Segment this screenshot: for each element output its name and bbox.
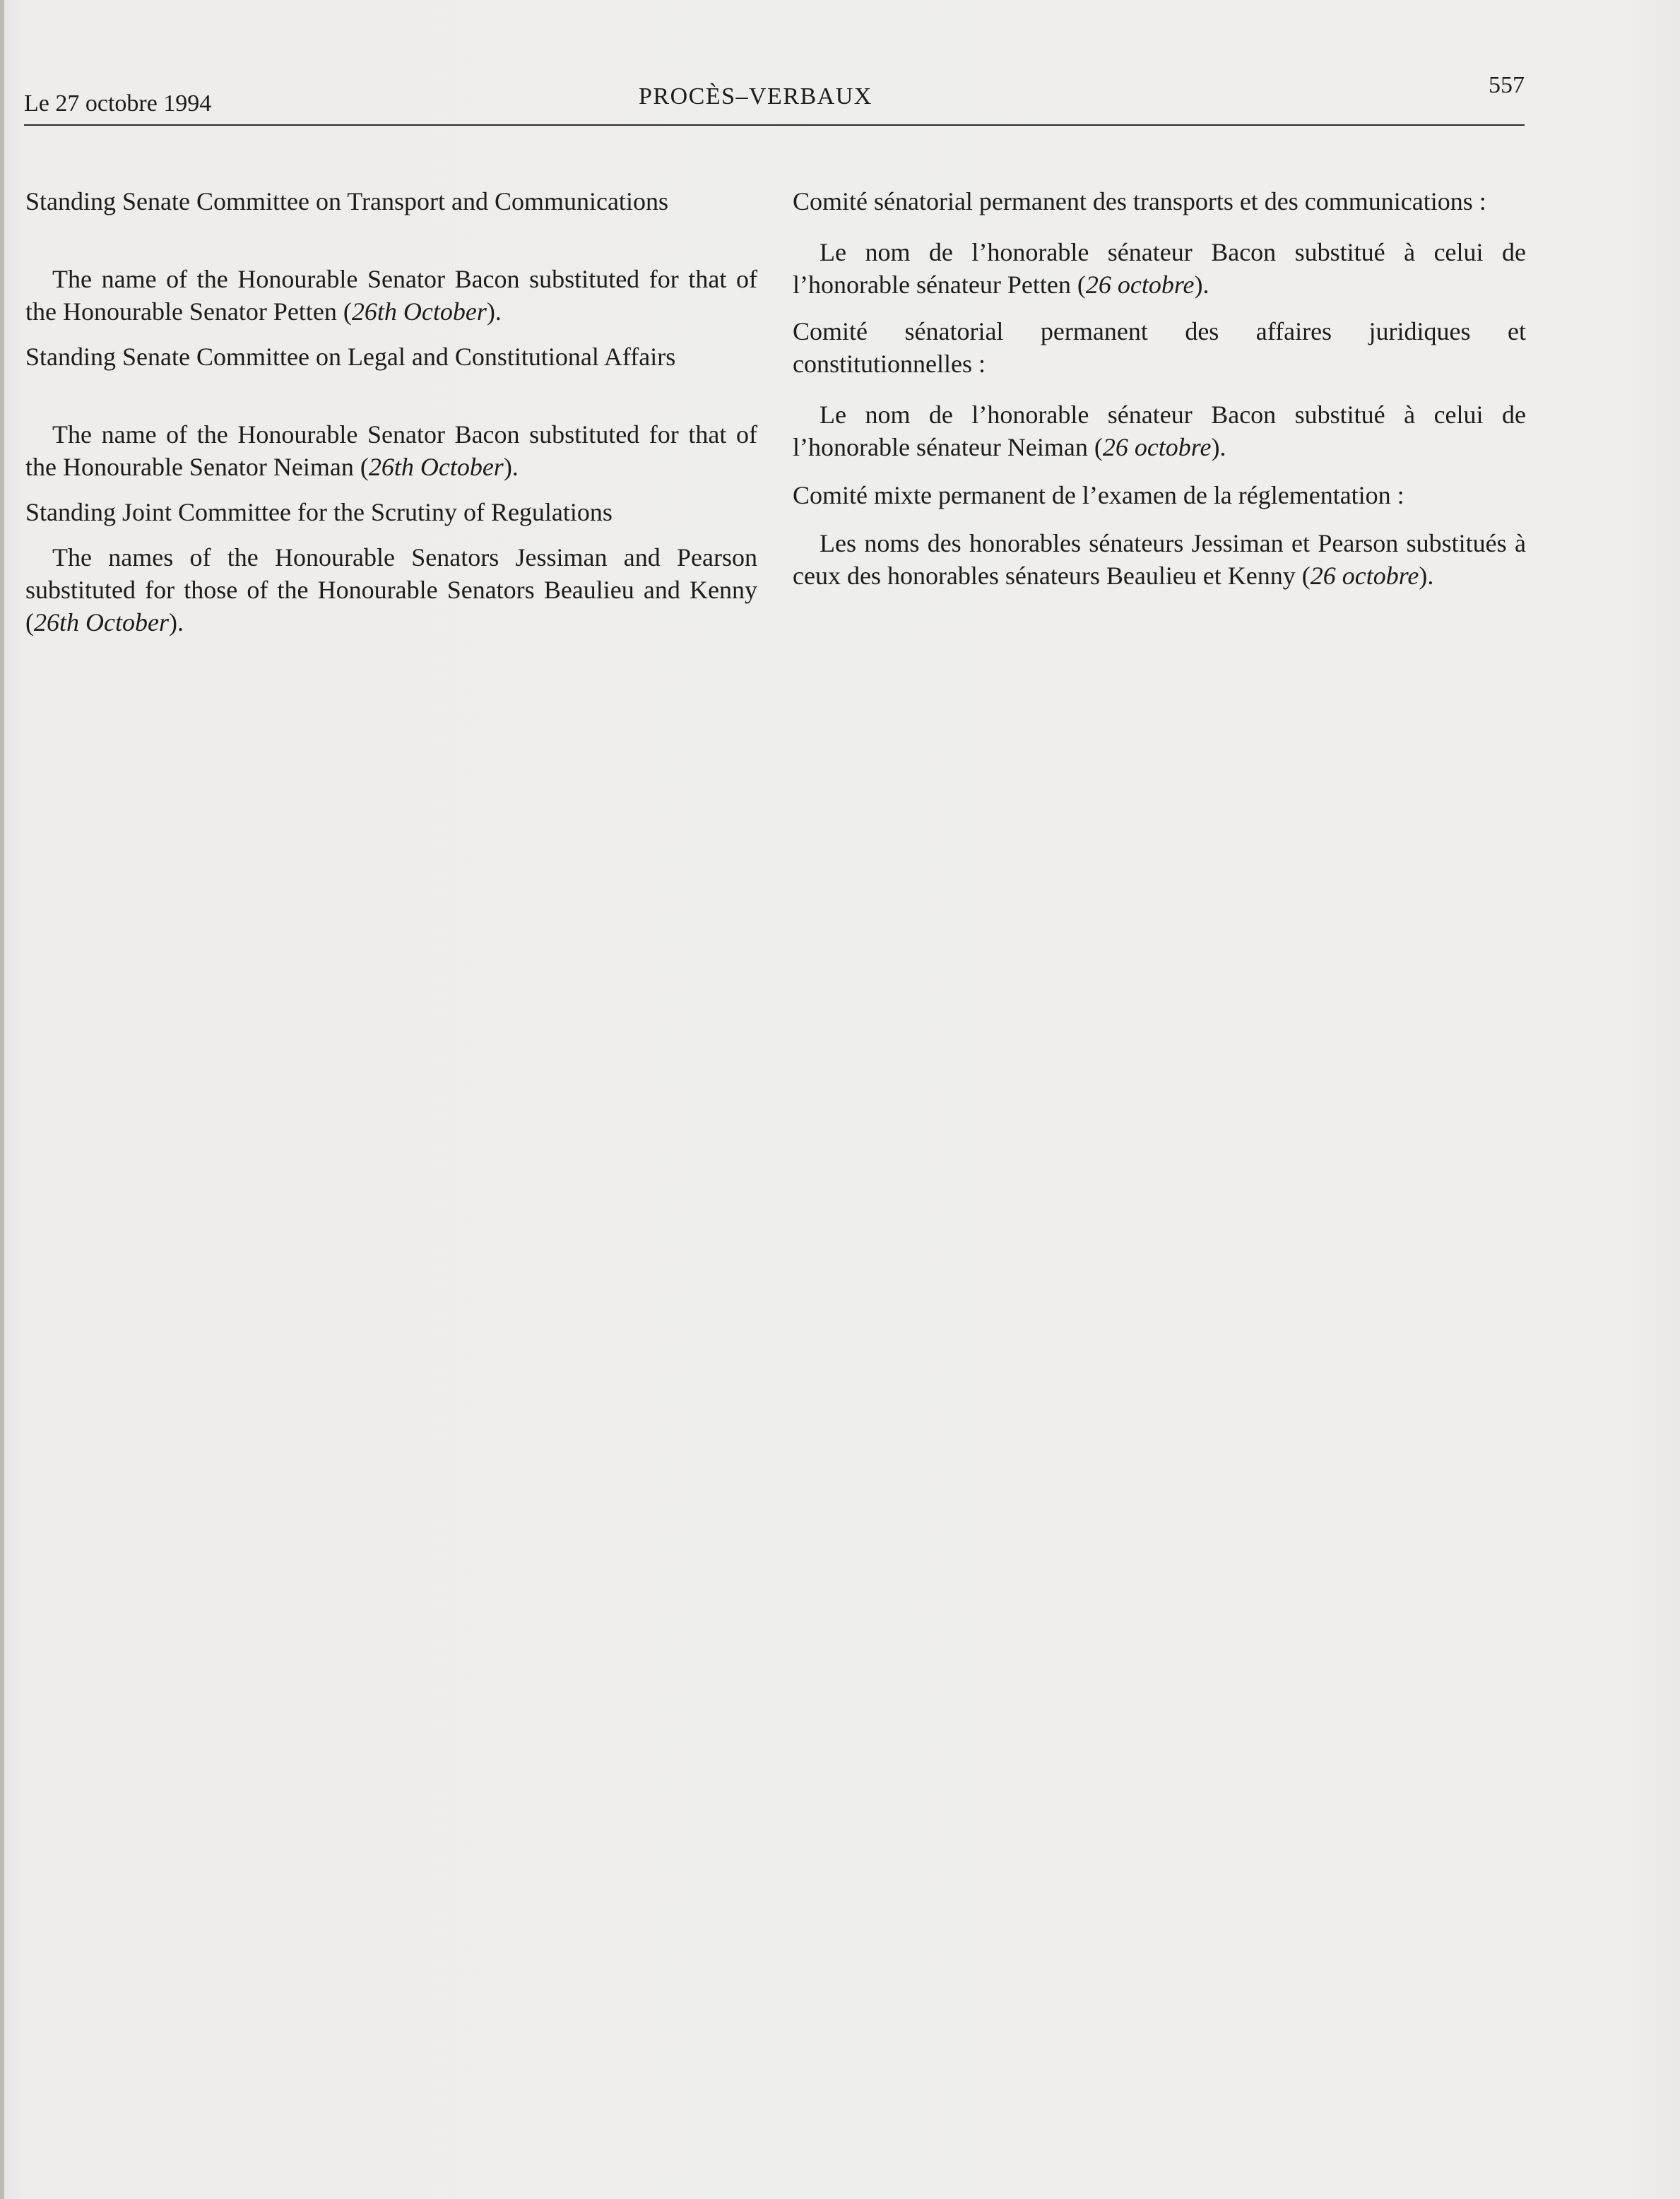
page-edge [0, 0, 4, 2199]
committee-heading-regulations-fr: Comité mixte permanent de l’examen de la réglementation : [793, 481, 1404, 509]
substitution-end: ). [168, 608, 184, 636]
substitution-date: 26th October [351, 297, 487, 326]
committee-heading-legal-en: Standing Senate Committee on Legal and Constitutional Affairs [25, 343, 676, 371]
substitution-paragraph-legal-en [25, 418, 757, 483]
substitution-date: 26 octobre [1102, 433, 1212, 461]
english-column [25, 185, 757, 639]
committee-heading-transport-fr: Comité sénatorial permanent des transports et des communications : [793, 187, 1486, 215]
substitution-date: 26th October [368, 453, 504, 481]
substitution-text: Le nom de l’honorable sénateur Bacon substitué à celui de l’honorable sénateur Neiman ( [793, 401, 1526, 461]
substitution-text: The name of the Honourable Senator Bacon substituted for that of the Honourable Senator Petten ( [25, 265, 757, 326]
substitution-text: The name of the Honourable Senator Bacon substituted for that of the Honourable Senator Neiman ( [25, 420, 757, 481]
substitution-end: ). [503, 453, 519, 481]
substitution-paragraph-legal-fr [793, 398, 1526, 463]
substitution-end: ). [1194, 271, 1209, 299]
substitution-date: 26th October [34, 608, 169, 636]
substitution-end: ). [1419, 562, 1434, 590]
committee-heading-legal-fr: Comité sénatorial permanent des affaires juridiques et constitutionnelles : [793, 317, 1526, 378]
header-title: PROCÈS–VERBAUX [639, 83, 872, 109]
substitution-text: The names of the Honourable Senators Jessiman and Pearson substituted for those of the Honourable Senators Beaulieu and Kenny ( [25, 543, 757, 636]
substitution-date: 26 octobre [1310, 562, 1419, 590]
committee-heading-transport-en: Standing Senate Committee on Transport and Communications [25, 187, 668, 215]
substitution-text: Les noms des honorables sénateurs Jessiman et Pearson substitués à ceux des honorables sénateurs Beaulieu et Kenny ( [793, 529, 1526, 590]
substitution-paragraph-regulations-en [25, 541, 757, 639]
substitution-paragraph-transport-fr [793, 236, 1526, 301]
header-date: Le 27 octobre 1994 [24, 90, 212, 117]
substitution-date: 26 octobre [1085, 271, 1195, 299]
page-number: 557 [1489, 72, 1525, 98]
french-column [793, 185, 1526, 592]
substitution-text: Le nom de l’honorable sénateur Bacon substitué à celui de l’honorable sénateur Petten ( [793, 238, 1526, 299]
substitution-paragraph-regulations-fr [793, 527, 1526, 592]
running-header [24, 71, 1525, 126]
substitution-paragraph-transport-en [25, 263, 757, 328]
committee-heading-regulations-en: Standing Joint Committee for the Scrutiny of Regulations [25, 498, 613, 526]
substitution-end: ). [486, 297, 502, 326]
substitution-end: ). [1211, 433, 1226, 461]
